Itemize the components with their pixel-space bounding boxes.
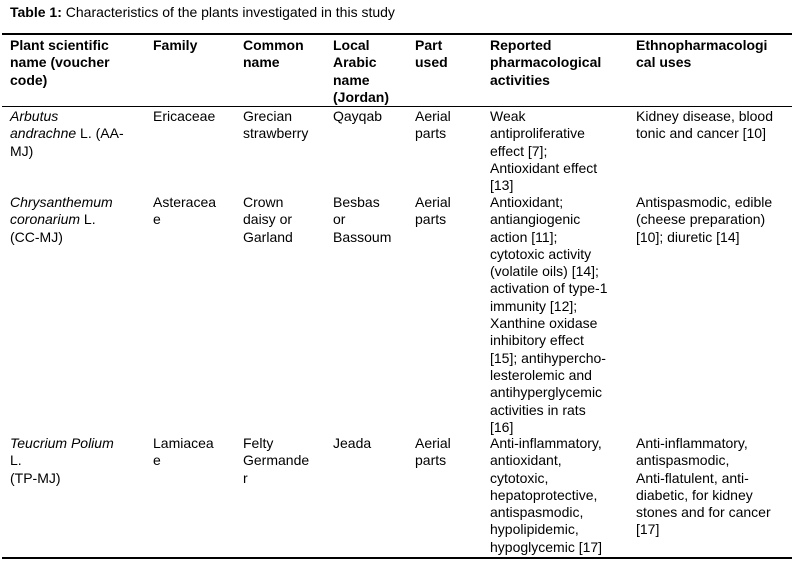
table-row-2-scientific-name	[10, 194, 145, 246]
row-2-pharmacological-activities: Antioxidant; antiangiogenic action [11]; cytotoxic activity (volatile oils) [14]; activation of type-1 immunity [12]; Xanthine oxidase inhibitory effect [15]; antihypercho- lesterolemic and antihyperglycemic activities in rats [16]	[490, 194, 608, 435]
row-2-ethnopharmacological-uses: Antispasmodic, edible (cheese preparation) [10]; diuretic [14]	[636, 194, 773, 245]
table-bottom-rule	[2, 557, 792, 559]
row-3-ethnopharmacological-uses: Anti-inflammatory, antispasmodic, Anti-flatulent, anti- diabetic, for kidney stones and for cancer [17]	[636, 435, 771, 538]
row-1-arabic-name: Qayqab	[333, 108, 383, 124]
row-1-species: Arbutus andrachne	[10, 108, 77, 142]
table-top-rule	[2, 33, 792, 35]
row-2-part-used: Aerial parts	[415, 194, 451, 228]
table-row-3-scientific-name	[10, 435, 145, 487]
table-row-1-scientific-name	[10, 108, 145, 160]
row-3-authority-code: L. (TP-MJ)	[10, 452, 61, 486]
row-3-pharmacological-activities: Anti-inflammatory, antioxidant, cytotoxic, hepatoprotective, antispasmodic, hypolipidemic, hypoglycemic [17]	[490, 435, 603, 555]
row-1-common-name: Grecian strawberry	[243, 108, 309, 142]
row-3-family: Lamiacea e	[153, 435, 214, 469]
header-family: Family	[153, 37, 198, 53]
row-1-pharmacological-activities: Weak antiproliferative effect [7]; Antioxidant effect [13]	[490, 108, 598, 194]
row-2-authority-code: L. (CC-MJ)	[10, 211, 96, 245]
row-3-arabic-name: Jeada	[333, 435, 372, 451]
row-2-species: Chrysanthemum coronarium	[10, 194, 113, 228]
row-2-common-name: Crown daisy or Garland	[243, 194, 293, 245]
row-1-ethnopharmacological-uses: Kidney disease, blood tonic and cancer [10]	[636, 108, 773, 142]
row-2-arabic-name: Besbas or Bassoum	[333, 194, 392, 245]
row-1-part-used: Aerial parts	[415, 108, 451, 142]
header-common-name: Common name	[243, 37, 304, 71]
row-1-family: Ericaceae	[153, 108, 216, 124]
header-scientific-name: Plant scientific name (voucher code)	[10, 37, 110, 88]
header-arabic-name: Local Arabic name (Jordan)	[333, 37, 389, 105]
header-ethnopharmacological-uses: Ethnopharmacologi cal uses	[636, 37, 768, 71]
row-3-species: Teucrium Polium	[10, 435, 114, 451]
header-part-used: Part used	[415, 37, 448, 71]
table-caption	[10, 3, 395, 21]
row-1-authority-code: L. (AA- MJ)	[10, 125, 124, 159]
table-caption-text: Characteristics of the plants investigated in this study	[61, 4, 395, 20]
row-3-part-used: Aerial parts	[415, 435, 451, 469]
row-3-common-name: Felty Germande r	[243, 435, 310, 486]
row-2-family: Asteracea e	[153, 194, 217, 228]
table-caption-label: Table 1:	[10, 4, 62, 20]
header-pharmacological-activities: Reported pharmacological activities	[490, 37, 602, 88]
